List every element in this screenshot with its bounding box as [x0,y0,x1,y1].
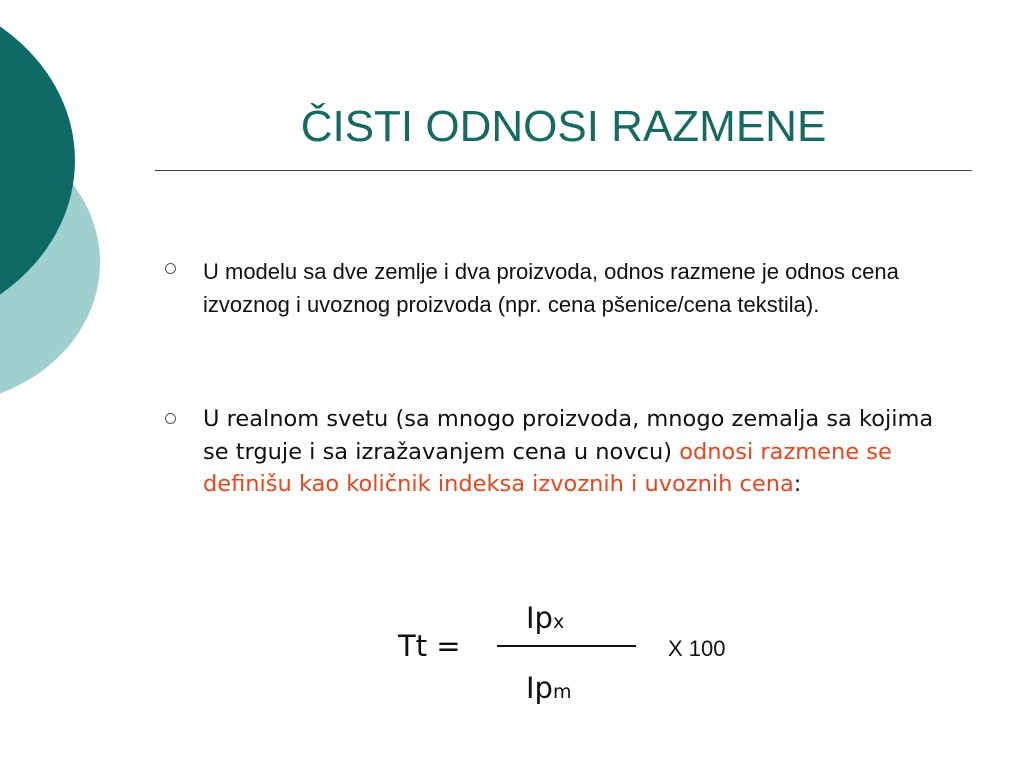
numerator-subscript: x [552,611,565,633]
formula-numerator [526,598,564,642]
bullet-text-2 [203,403,953,501]
denominator-subscript: m [552,681,572,703]
bullet-text-1: U modelu sa dve zemlje i dva proizvoda, odnos razmene je odnos cena izvoznog i uvoznog proizvoda (npr. cena pšenice/cena tekstila). [203,259,899,317]
formula-denominator [526,668,571,712]
formula-multiplier: X 100 [668,636,726,661]
bullet-text-2-highlight: odnosi razmene se definišu kao količnik indeksa izvoznih i uvoznih cena [203,438,892,497]
fraction-bar [497,645,636,647]
bullet-text-2-suffix: : [793,471,802,497]
denominator-base: Ip [526,671,553,705]
bullet-circle-icon [165,413,176,424]
bullet-circle-icon [165,263,176,274]
formula-lhs: Tt = [398,629,461,663]
bullet-text-2-plain: U realnom svetu (sa mnogo proizvoda, mnogo zemalja sa kojima se trguje i sa izražavanjem cena u novcu) [203,406,934,465]
title-divider [155,170,972,171]
numerator-base: Ip [526,601,553,635]
slide-title: ČISTI ODNOSI RAZMENE [300,102,827,151]
